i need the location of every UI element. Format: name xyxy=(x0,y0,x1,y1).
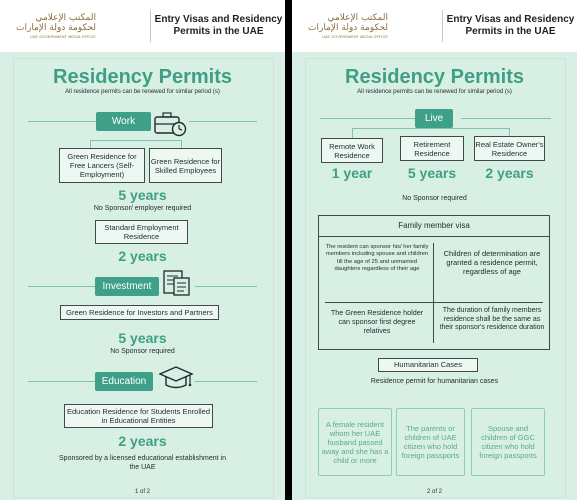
years-investment: 5 years xyxy=(118,330,167,346)
header xyxy=(292,0,577,52)
section-divider xyxy=(320,118,415,119)
family-cell-duration: The duration of family members residence shall be the same as their sponsor's residence duration xyxy=(439,307,545,331)
note-work-green: No Sponsor/ employer required xyxy=(93,205,192,212)
retirement-residence: Retirement Residence xyxy=(400,136,464,161)
real-estate-residence: Real Estate Owner's Residence xyxy=(474,136,545,161)
humanitarian-gcc: Spouse and children of GGC citizen who hold foreign passports xyxy=(471,408,545,476)
page-subtitle: All residence permits can be renewed for similar period (s) xyxy=(357,89,512,95)
header-divider xyxy=(150,10,151,42)
standard-employment-residence: Standard Employment Residence xyxy=(95,220,188,244)
page-number: 2 of 2 xyxy=(426,489,442,495)
page-title: Residency Permits xyxy=(53,66,232,88)
humanitarian-cases-label: Humanitarian Cases xyxy=(378,358,478,372)
briefcase-clock-icon xyxy=(153,109,187,137)
connector xyxy=(181,140,182,148)
note-humanitarian: Residence permit for humanitarian cases xyxy=(370,378,499,385)
graduation-cap-icon xyxy=(158,364,194,392)
section-divider xyxy=(189,121,257,122)
documents-icon xyxy=(162,269,192,297)
connector xyxy=(352,128,353,138)
section-divider xyxy=(28,286,95,287)
years-work-standard: 2 years xyxy=(118,248,167,264)
note-education: Sponsored by a licensed educational establishment in the UAE xyxy=(59,455,226,471)
header xyxy=(0,0,285,52)
section-divider xyxy=(28,121,96,122)
category-live: Live xyxy=(415,109,453,128)
header-title: Entry Visas and Residency Permits in the UAE xyxy=(446,14,575,37)
connector xyxy=(352,128,510,129)
green-residence-investors: Green Residence for Investors and Partners xyxy=(60,305,219,320)
category-education: Education xyxy=(95,372,153,391)
note-investment: No Sponsor required xyxy=(110,348,175,355)
note-live: No Sponsor required xyxy=(402,195,467,202)
logo-english: UAE GOVERNMENT MEDIA OFFICE xyxy=(322,35,388,39)
years-work-green: 5 years xyxy=(118,187,167,203)
page-subtitle: All residence permits can be renewed for similar period (s) xyxy=(65,89,220,95)
category-investment: Investment xyxy=(95,277,159,296)
family-title-area xyxy=(319,216,549,237)
page-1-panel xyxy=(0,0,285,500)
years-real-estate: 2 years xyxy=(485,165,534,181)
remote-work-residence: Remote Work Residence xyxy=(321,138,383,163)
page-title: Residency Permits xyxy=(345,66,524,88)
connector xyxy=(90,140,182,141)
humanitarian-parents-children: The parents or children of UAE citizen who hold foreign passports xyxy=(396,408,465,476)
years-education: 2 years xyxy=(118,433,167,449)
logo-arabic: المكتب الإعلامي لحكومة دولة الإمارات xyxy=(308,13,388,33)
years-retirement: 5 years xyxy=(407,165,457,181)
years-remote: 1 year xyxy=(331,165,373,181)
family-member-visa-box xyxy=(318,215,550,350)
family-cell-sponsor: The resident can sponsor his/ her family members including spouse and children till the age of 25 and unmarried daughters regardless of their age xyxy=(325,244,429,273)
green-residence-freelancers: Green Residence for Free Lancers (Self-Employment) xyxy=(59,148,145,183)
header-divider xyxy=(442,10,443,42)
header-title: Entry Visas and Residency Permits in the UAE xyxy=(154,14,283,37)
family-divider-horizontal xyxy=(325,302,543,303)
connector xyxy=(90,140,91,148)
section-divider xyxy=(195,381,257,382)
green-residence-skilled: Green Residence for Skilled Employees xyxy=(149,148,222,183)
section-divider xyxy=(461,118,551,119)
section-divider xyxy=(195,286,257,287)
family-cell-green-residence: The Green Residence holder can sponsor first degree relatives xyxy=(330,308,424,335)
category-work: Work xyxy=(96,112,151,131)
family-cell-determination: Children of determination are granted a residence permit, regardless of age xyxy=(443,249,541,276)
family-title: Family member visa xyxy=(398,221,470,230)
humanitarian-widow: A female resident whom her UAE husband passed away and she has a child or more xyxy=(318,408,392,476)
logo-arabic: المكتب الإعلامي لحكومة دولة الإمارات xyxy=(16,13,96,33)
education-residence-students: Education Residence for Students Enrolled in Educational Entities xyxy=(64,404,213,428)
page-number: 1 of 2 xyxy=(134,489,150,495)
section-divider xyxy=(28,381,95,382)
logo-english: UAE GOVERNMENT MEDIA OFFICE xyxy=(30,35,96,39)
family-divider-vertical xyxy=(433,243,434,343)
